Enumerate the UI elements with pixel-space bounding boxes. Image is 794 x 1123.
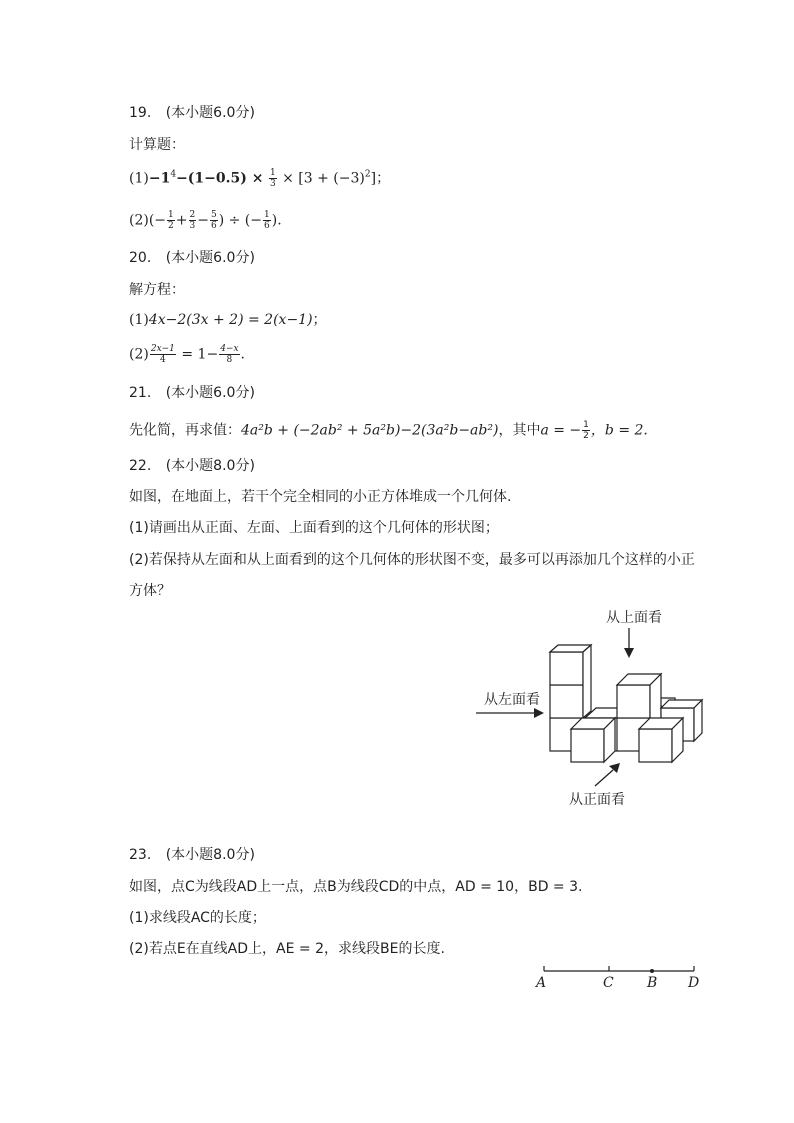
column-middle [617,674,661,751]
q19-prompt: 计算题： [129,137,185,153]
q23-number: 23. [129,847,152,863]
column-back-left [550,645,591,751]
label-view-from-front: 从正面看 [569,792,625,808]
q22-part2: (2)若保持从左面和从上面看到的这个几何体的形状图不变，最多可以再添加几个这样的小正 [129,552,695,568]
q19-part2: (2)(− $\frac{1}{2}$ + $\frac{2}{3}$ − $\frac{5}{6}$ ) ÷ (− $\frac{1}{6}$ ). [129,210,282,231]
q23-meta: (本小题8.0分) [165,847,255,863]
q22-part2-cont: 方体？ [129,583,171,599]
cube-front-left [571,718,615,762]
fraction: $\frac{2x-1}{4}$ [150,344,175,365]
q21-header [129,383,255,403]
fraction: $\frac{1}{2}$ [168,210,174,231]
point-label-a: A [536,975,547,991]
q23-intro: 如图，点C为线段AD上一点，点B为线段CD的中点，AD = 10，BD = 3. [129,879,583,895]
fraction: $\frac{1}{6}$ [264,210,270,231]
q23-header [129,845,255,865]
label-view-from-left: 从左面看 [484,692,540,708]
cube-front-right [639,718,683,762]
q22-header [129,456,255,476]
fraction: $\frac{4-x}{8}$ [220,344,239,365]
q20-part1: (1)4x−2(3x + 2) = 2(x−1)； [129,312,327,328]
fraction: $\frac{5}{6}$ [210,210,217,231]
q20-header [129,248,255,268]
point-label-c: C [603,975,614,991]
q22-number: 22. [129,458,152,474]
point-label-b: B [647,975,658,991]
q19-header [129,103,255,123]
q21-text: 先化简，再求值：4a²b + (−2ab² + 5a²b)−2(3a²b−ab²)，其中a = − $\frac{1}{2}$ ，b = 2. [129,420,648,441]
label-view-from-top: 从上面看 [606,610,662,626]
q22-part1: (1)请画出从正面、左面、上面看到的这个几何体的形状图； [129,520,499,536]
q21-meta: (本小题6.0分) [165,385,255,401]
fraction: $\frac{1}{3}$ [269,168,276,189]
q23-part1: (1)求线段AC的长度； [129,910,266,926]
q19-meta: (本小题6.0分) [165,105,255,121]
q20-part2: (2) $\frac{2x-1}{4}$ = 1− $\frac{4-x}{8}$ . [129,344,245,365]
q22-intro: 如图，在地面上，若干个完全相同的小正方体堆成一个几何体. [129,489,512,505]
q23-part2: (2)若点E在直线AD上，AE = 2，求线段BE的长度. [129,941,445,957]
q20-meta: (本小题6.0分) [165,250,255,266]
q19-number: 19. [129,105,152,121]
q20-prompt: 解方程： [129,282,185,298]
point-label-d: D [688,975,700,991]
q21-number: 21. [129,385,152,401]
fraction: $\frac{1}{2}$ [583,420,589,441]
fraction: $\frac{2}{3}$ [189,210,196,231]
q20-number: 20. [129,250,152,266]
q22-meta: (本小题8.0分) [165,458,255,474]
arrow-from-front [595,770,613,786]
q19-part1: $(1)-1^4-(1-0.5)$ × $\frac{1}{3}$ × $[3 + (-3)^2]$； [129,168,391,189]
